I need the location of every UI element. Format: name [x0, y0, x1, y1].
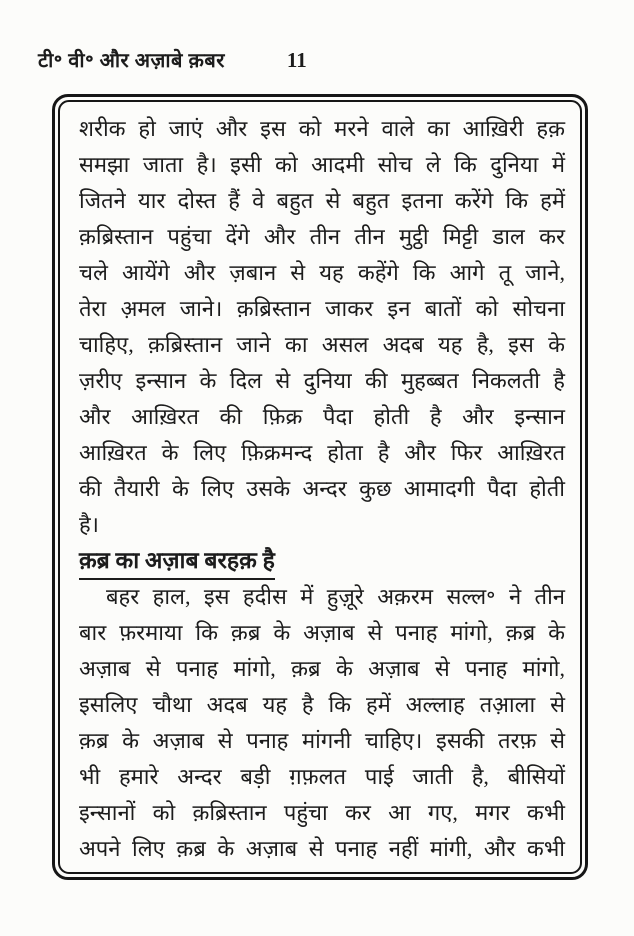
text-line: इन्सानों को क़ब्रिस्तान पहुंचा कर आ गए, मगर कभी: [79, 800, 565, 825]
section-heading-text: क़ब्र का अज़ाब बरहक़ है: [79, 546, 275, 580]
section-heading: [79, 543, 565, 579]
text-line: समझा जाता है। इसी को आदमी सोच ले कि दुनिया में: [79, 152, 565, 177]
paragraph-1: [79, 111, 565, 543]
content-frame-inner: [58, 100, 582, 874]
text-line: जितने यार दोस्त हैं वे बहुत से बहुत इतना करेंगे कि हमें: [79, 188, 565, 213]
text-line: की तैयारी के लिए उसके अन्दर कुछ आमादगी पैदा होती: [79, 476, 565, 501]
text-line: ज़रीए इन्सान के दिल से दुनिया की मुहब्बत निकलती है: [79, 368, 565, 393]
text-line: बार फ़रमाया कि क़ब्र के अज़ाब से पनाह मांगो, क़ब्र के: [79, 620, 565, 645]
text-line: तेरा अ़मल जाने। क़ब्रिस्तान जाकर इन बातों को सोचना: [79, 296, 565, 321]
text-line: क़ब्र के अज़ाब से पनाह मांगनी चाहिए। इसकी तरफ़ से: [79, 728, 565, 753]
text-line: अपने लिए क़ब्र के अज़ाब से पनाह नहीं मांगी, और कभी: [79, 836, 565, 861]
text-line: और आख़िरत की फ़िक्र पैदा होती है और इन्सान: [79, 404, 565, 429]
text-line: भी हमारे अन्दर बड़ी ग़फ़लत पाई जाती है, बीसियों: [79, 764, 565, 789]
paragraph-2: [79, 579, 565, 867]
book-title: टी॰ वी॰ और अज़ाबे क़बर: [38, 50, 225, 72]
text-line: क़ब्रिस्तान पहुंचा देंगे और तीन तीन मुट्ठी मिट्टी डाल कर: [79, 224, 565, 249]
page-header: [38, 46, 598, 73]
page-number: 11: [286, 48, 307, 72]
text-line: है।: [79, 512, 100, 537]
text-line: इसलिए चौथा अदब यह है कि हमें अल्लाह तआ़ला से: [79, 692, 565, 717]
text-line: चले आयेंगे और ज़बान से यह कहेंगे कि आगे तू जाने,: [79, 260, 565, 285]
text-line: बहर हाल, इस हदीस में हुज़ूरे अक़रम सल्ल॰ ने तीन: [106, 584, 565, 609]
text-line: शरीक हो जाएं और इस को मरने वाले का आख़िरी हक़: [79, 116, 565, 141]
text-line: आख़िरत के लिए फ़िक्रमन्द होता है और फिर आख़िरत: [79, 440, 565, 465]
text-line: चाहिए, क़ब्रिस्तान जाने का असल अदब यह है, इस के: [79, 332, 565, 357]
content-frame: [52, 94, 588, 880]
text-line: अज़ाब से पनाह मांगो, क़ब्र के अज़ाब से पनाह मांगो,: [79, 656, 565, 681]
